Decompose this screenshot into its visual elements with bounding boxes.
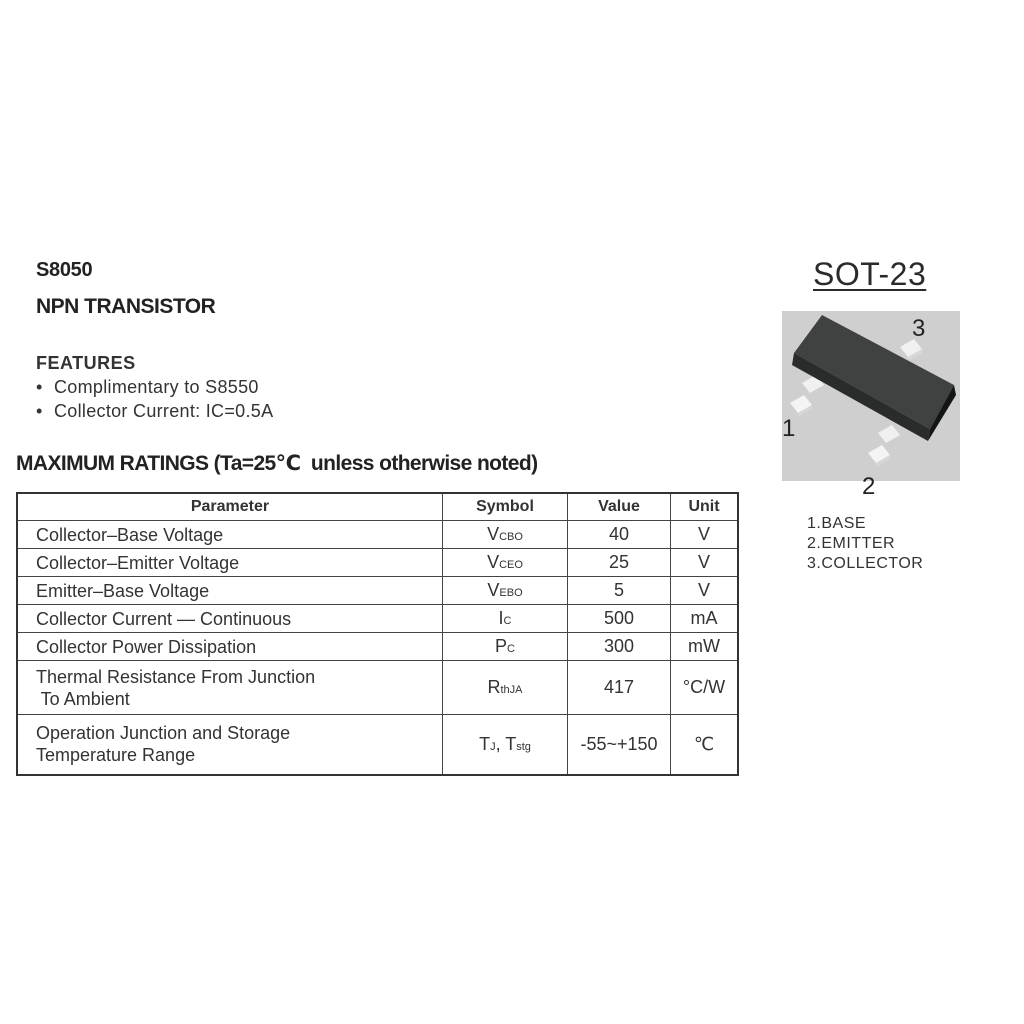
parameter-cell: Collector Current — Continuous xyxy=(17,605,443,633)
pin-legend-item: 3.COLLECTOR xyxy=(807,555,924,572)
symbol-cell: TJ, Tstg xyxy=(443,715,568,775)
pin-number-1: 1 xyxy=(782,415,796,442)
table-row xyxy=(17,549,738,577)
part-number: S8050 xyxy=(36,259,93,281)
symbol-cell: VCBO xyxy=(443,521,568,549)
table-row xyxy=(17,577,738,605)
max-ratings-table xyxy=(16,492,739,776)
table-row xyxy=(17,633,738,661)
table-row xyxy=(17,521,738,549)
symbol-cell: PC xyxy=(443,633,568,661)
features-list xyxy=(36,375,273,423)
parameter-cell: Operation Junction and Storage Temperature Range xyxy=(17,715,443,775)
unit-cell: ℃ xyxy=(671,715,739,775)
unit-cell: mW xyxy=(671,633,739,661)
unit-cell: V xyxy=(671,521,739,549)
part-type: NPN TRANSISTOR xyxy=(36,295,216,318)
symbol-cell: VEBO xyxy=(443,577,568,605)
table-row xyxy=(17,605,738,633)
unit-cell: mA xyxy=(671,605,739,633)
sot23-package-image xyxy=(782,311,960,500)
value-cell: 40 xyxy=(568,521,671,549)
value-cell: 417 xyxy=(568,661,671,715)
header-symbol: Symbol xyxy=(443,493,568,521)
header-parameter: Parameter xyxy=(17,493,443,521)
table-row xyxy=(17,661,738,715)
package-title: SOT-23 xyxy=(813,256,927,292)
header-unit: Unit xyxy=(671,493,739,521)
symbol-cell: IC xyxy=(443,605,568,633)
features-heading: FEATURES xyxy=(36,353,136,373)
unit-cell: V xyxy=(671,577,739,605)
table-header-row xyxy=(17,493,738,521)
parameter-cell: Collector–Emitter Voltage xyxy=(17,549,443,577)
pin-legend-item: 2.EMITTER xyxy=(807,535,896,552)
unit-cell: °C/W xyxy=(671,661,739,715)
value-cell: 500 xyxy=(568,605,671,633)
value-cell: 5 xyxy=(568,577,671,605)
pin-legend-item: 1.BASE xyxy=(807,515,867,532)
pin-legend xyxy=(807,514,923,574)
feature-item: • Complimentary to S8550 xyxy=(36,375,273,399)
pin-number-3: 3 xyxy=(912,315,926,342)
symbol-cell: RthJA xyxy=(443,661,568,715)
ratings-heading: MAXIMUM RATINGS (Ta=25℃ unless otherwise noted) xyxy=(16,452,538,475)
value-cell: -55~+150 xyxy=(568,715,671,775)
parameter-cell: Collector–Base Voltage xyxy=(17,521,443,549)
header-value: Value xyxy=(568,493,671,521)
symbol-cell: VCEO xyxy=(443,549,568,577)
value-cell: 300 xyxy=(568,633,671,661)
value-cell: 25 xyxy=(568,549,671,577)
parameter-cell: Thermal Resistance From Junction To Ambient xyxy=(17,661,443,715)
table-row xyxy=(17,715,738,775)
feature-item: • Collector Current: IC=0.5A xyxy=(36,399,273,423)
pin-number-2: 2 xyxy=(862,473,876,500)
unit-cell: V xyxy=(671,549,739,577)
parameter-cell: Emitter–Base Voltage xyxy=(17,577,443,605)
transistor-package-icon xyxy=(782,311,960,481)
parameter-cell: Collector Power Dissipation xyxy=(17,633,443,661)
